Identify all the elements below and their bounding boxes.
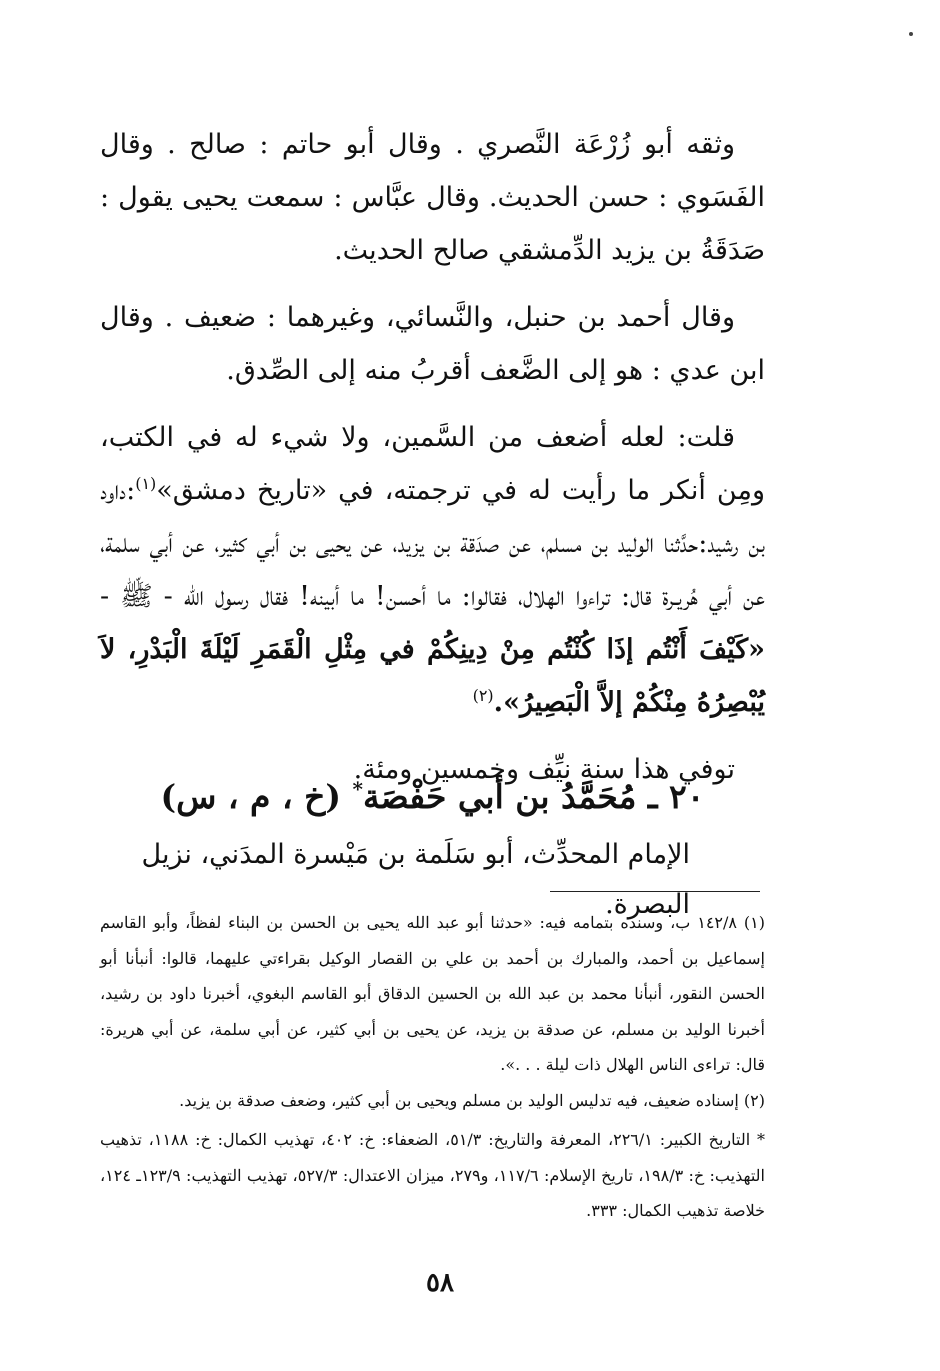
entry-codes: (خ ، م ، س) [160, 777, 342, 816]
footnote-separator [550, 891, 760, 892]
footnote-2: (٢) إسناده ضعيف، فيه تدليس الوليد بن مسلم ويحيى بن أبي كثير، وضعف صدقة بن يزيد. [179, 1090, 765, 1110]
footnotes-section [100, 905, 765, 1229]
footnote-ref-1: (١) [135, 474, 157, 493]
entry-heading [100, 772, 765, 822]
entry-subtitle: الإمام المحدِّث، أبو سَلَمة بن مَيْسرة المدَني، نزيل البصرة. [141, 839, 690, 920]
sources-note: * التاريخ الكبير: ٢٢٦/١، المعرفة والتاريخ: ٥١/٣، الضعفاء: خ: ٤٠٢، تهذيب الكمال: خ: ١١٨٨، تذهيب التهذيب: خ: ١٩٨/٣، تاريخ الإسلام: ١١٧/٦، و٢٧٩، ميزان الاعتدال: ٥٢٧/٣، تهذيب التهذيب: ١٢٣/٩ـ ١٢٤، خلاصة تذهيب الكمال: ٣٣٣. [100, 1130, 766, 1220]
sources-asterisk: * [352, 777, 363, 801]
entry-heading-name: ٢٠ ـ مُحَمَّدُ بن أبي حَفْصَة [362, 777, 705, 816]
paragraph-death-date: توفي هذا سنة نيِّف وخمسين ومئة. [353, 754, 735, 785]
paragraph-weakness-opinion: وقال أحمد بن حنبل، والنَّسائي، وغيرهما : ضعيف . وقال ابن عدي : هو إلى الضَّعف أقربُ منه إلى الصِّدق. [100, 302, 765, 386]
paragraph-author-note [100, 411, 765, 729]
paragraph-narrators-grading: وثقه أبو زُرْعَة النَّصري . وقال أبو حاتم : صالح . وقال الفَسَوي : حسن الحديث. وقال عبَّاس : سمعت يحيى يقول : صَدَقَةُ بن يزيد الدِّمشقي صالح الحديث. [100, 129, 765, 266]
page-number: ٥٨ [426, 1268, 454, 1298]
footnote-1: (١) ١٤٢/٨ ب، وسنده بتمامه فيه: «حدثنا أبو عبد الله يحيى بن الحسن بن البناء لفظاً، وأبو القاسم إسماعيل بن أحمد، والمبارك بن أحمد بن علي بن القصار الوكيل بقراءتي عليهما، قالوا: أنبأنا أبو الحسن النقور، أنبأنا محمد بن عبد الله بن الحسين الدقاق أبو القاسم البغوي، أخبرنا داود بن رشيد، أخبرنا الوليد بن مسلم، عن صدقة بن يزيد، عن يحيى بن أبي كثير، عن أبي سلمة، عن أبي هريرة: قال: تراءى الناس الهلال ذات ليلة . . .». [100, 913, 766, 1074]
scan-dot-mark [909, 32, 913, 36]
isnad-text: :داود بن رشيد:حدَّثنا الوليد بن مسلم، عن صدَقة بن يزيد، عن يحيى بن أبي كثير، عن أبي سلمة، عن أبي هُريـرة قال: تراءوا الهلال، فقالوا: ما أحسن! ما أبينه! فقال رسول الله - ﷺ - [100, 475, 765, 612]
footnote-ref-2: (٢) [472, 686, 494, 705]
author-note-text: قلت: لعله أضعف من السَّمين، ولا شيء له في الكتب، ومِن أنكر ما رأيت له في ترجمته، في «تاريخ دمشق» [100, 422, 765, 506]
hadith-text: «كَيْفَ أَنْتُم إذَا كُنْتُم مِنْ دِينِكُمْ في مِثْلِ الْقَمَرِ لَيْلَةَ الْبَدْرِ، لاَ يُبْصِرُهُ مِنْكُمْ إلاَّ الْبَصِيرُ». [100, 634, 765, 718]
main-text [100, 118, 765, 796]
